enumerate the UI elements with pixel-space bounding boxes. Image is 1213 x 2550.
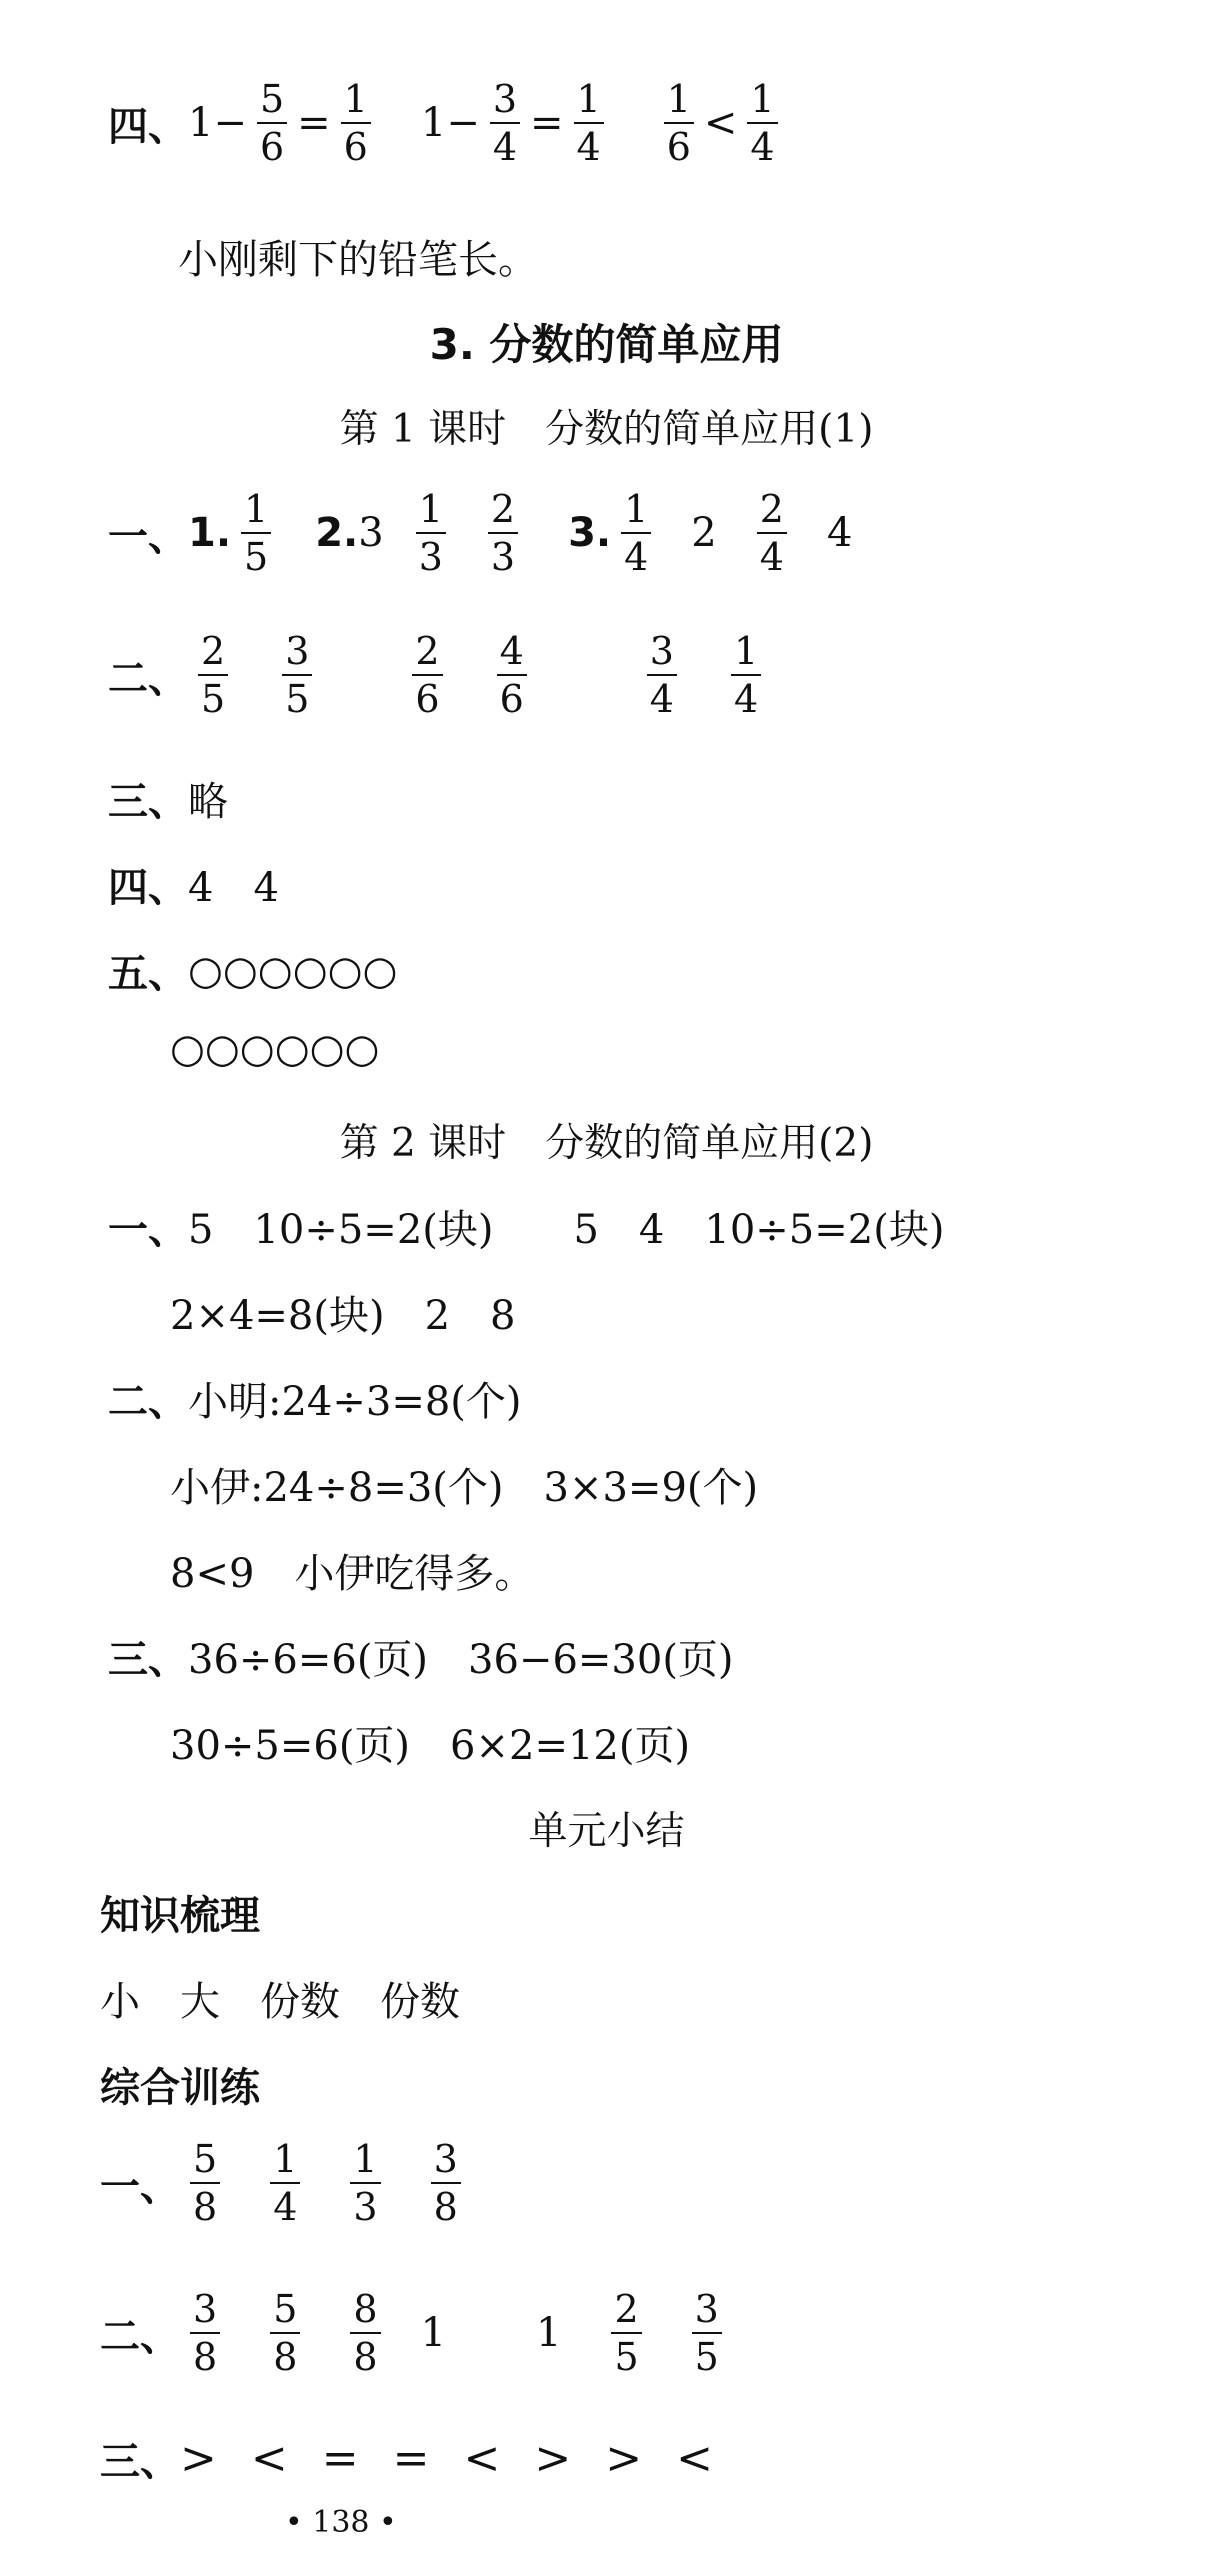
fraction — [190, 2287, 220, 2379]
fraction — [190, 2137, 220, 2229]
question-label: 一、 — [100, 2163, 180, 2210]
minus-sign: − — [446, 100, 480, 146]
numerator: 3 — [433, 2137, 458, 2181]
lesson1-q3 — [108, 770, 228, 827]
numerator: 3 — [193, 2287, 218, 2331]
numerator: 1 — [576, 77, 601, 121]
question-label: 四、 — [108, 103, 188, 150]
fraction — [731, 629, 761, 721]
fraction — [270, 2287, 300, 2379]
fraction — [664, 77, 694, 169]
fraction — [611, 2287, 641, 2379]
comparison-symbol: > — [534, 2433, 572, 2484]
lesson2-q3 — [108, 1628, 734, 1685]
denominator: 4 — [649, 677, 674, 721]
page-number — [285, 2505, 397, 2540]
answer-text: 小明:24÷3=8(个) — [188, 1379, 522, 1425]
denominator: 3 — [353, 2185, 378, 2229]
unit-end-q4-answer — [178, 228, 538, 285]
comparison-symbol: > — [605, 2433, 643, 2484]
denominator: 8 — [353, 2335, 378, 2379]
practice-heading — [100, 2056, 260, 2113]
fraction — [574, 77, 604, 169]
answer-text: 2×4=8(块) 2 8 — [170, 1293, 516, 1339]
denominator: 4 — [624, 535, 649, 579]
less-than-sign: < — [703, 100, 738, 146]
numerator: 3 — [285, 629, 310, 673]
minus-sign: − — [213, 100, 247, 146]
denominator: 3 — [490, 535, 516, 579]
lesson2-q3-line2 — [170, 1714, 690, 1771]
numerator: 1 — [343, 77, 368, 121]
question-label: 四、 — [108, 865, 188, 911]
section-title — [0, 312, 1213, 372]
value: 1 — [420, 2310, 447, 2356]
lesson1-title — [0, 398, 1213, 454]
comparison-symbol: = — [321, 2433, 359, 2484]
lesson-title-text: 第 1 课时 分数的简单应用(1) — [339, 407, 874, 452]
lesson-title-text: 第 2 课时 分数的简单应用(2) — [339, 1121, 874, 1166]
numerator: 2 — [415, 629, 440, 673]
comparison-symbol: < — [250, 2433, 288, 2484]
denominator: 4 — [759, 535, 784, 579]
fraction — [490, 77, 520, 169]
fraction — [257, 77, 287, 169]
numerator: 5 — [273, 2287, 298, 2331]
denominator: 4 — [733, 677, 759, 721]
lesson1-q5-line2 — [170, 1026, 379, 1072]
denominator: 6 — [259, 125, 285, 169]
fraction — [341, 77, 371, 169]
lesson2-q1 — [108, 1198, 944, 1255]
question-label: 二、 — [108, 1379, 188, 1425]
denominator: 8 — [273, 2335, 298, 2379]
comparison-symbol: > — [180, 2433, 217, 2484]
numerator: 3 — [694, 2287, 719, 2331]
section-title-text: 3. 分数的简单应用 — [429, 320, 784, 369]
unit-end-q4 — [108, 77, 788, 169]
comparison-symbol: < — [463, 2433, 501, 2484]
fraction — [412, 629, 442, 721]
numerator: 1 — [244, 487, 269, 531]
answer-text: 略 — [188, 779, 228, 825]
question-label: 一、 — [108, 513, 188, 560]
denominator: 6 — [499, 677, 524, 721]
denominator: 8 — [433, 2185, 458, 2229]
question-label: 三、 — [100, 2439, 180, 2485]
answer-text: 小 大 份数 份数 — [100, 1979, 460, 2025]
numerator: 1 — [418, 487, 443, 531]
lesson2-q2 — [108, 1370, 522, 1427]
value: 1 — [536, 2310, 562, 2356]
denominator: 5 — [694, 2335, 719, 2379]
fraction — [488, 487, 518, 579]
value: 3 — [358, 510, 384, 556]
numerator: 1 — [750, 77, 775, 121]
denominator: 4 — [492, 125, 518, 169]
practice-q1 — [100, 2137, 471, 2229]
answer-text: 36÷6=6(页) 36−6=30(页) — [188, 1637, 734, 1683]
practice-q2 — [100, 2287, 732, 2379]
answer-text: 小伊:24÷8=3(个) 3×3=9(个) — [170, 1465, 759, 1511]
value: 4 — [826, 510, 853, 556]
lesson1-q5 — [108, 942, 397, 999]
lesson2-q1-line2 — [170, 1284, 516, 1341]
fraction — [270, 2137, 300, 2229]
question-label: 五、 — [108, 951, 188, 997]
fraction — [497, 629, 527, 721]
numerator: 8 — [353, 2287, 378, 2331]
answer-text: 4 4 — [188, 865, 279, 911]
lesson2-q2-line2 — [170, 1456, 758, 1513]
fraction — [416, 487, 446, 579]
answer-text: 小刚剩下的铅笔长。 — [178, 237, 538, 283]
denominator: 4 — [273, 2185, 298, 2229]
numerator: 1 — [666, 77, 691, 121]
question-label: 二、 — [100, 2313, 180, 2360]
numerator: 1 — [733, 629, 759, 673]
numerator: 1 — [353, 2137, 378, 2181]
answer-text: 30÷5=6(页) 6×2=12(页) — [170, 1723, 691, 1769]
numerator: 2 — [614, 2287, 639, 2331]
numerator: 2 — [759, 487, 784, 531]
value: 1 — [420, 100, 447, 146]
fraction — [350, 2137, 380, 2229]
fraction — [198, 629, 228, 721]
heading-text: 综合训练 — [100, 2065, 260, 2111]
numerator: 4 — [499, 629, 524, 673]
lesson2-q2-line3 — [170, 1542, 534, 1599]
denominator: 4 — [576, 125, 601, 169]
fraction — [692, 2287, 722, 2379]
fraction — [282, 629, 312, 721]
lesson2-title — [0, 1112, 1213, 1168]
value: 1 — [188, 100, 214, 146]
knowledge-answer — [100, 1970, 460, 2027]
denominator: 3 — [418, 535, 443, 579]
denominator: 8 — [193, 2335, 218, 2379]
fraction — [757, 487, 787, 579]
numerator: 1 — [273, 2137, 298, 2181]
numerator: 1 — [624, 487, 649, 531]
numerator: 2 — [201, 629, 226, 673]
question-label: 三、 — [108, 779, 188, 825]
equals-sign: = — [297, 100, 331, 146]
knowledge-heading — [100, 1884, 260, 1941]
question-label: 一、 — [108, 1207, 188, 1253]
denominator: 5 — [614, 2335, 639, 2379]
heading-text: 知识梳理 — [100, 1893, 260, 1939]
question-label: 三、 — [108, 1637, 188, 1683]
comparison-symbol: = — [392, 2433, 430, 2484]
fraction — [747, 77, 777, 169]
value: 2 — [691, 510, 717, 556]
fraction — [647, 629, 677, 721]
numerator: 5 — [193, 2137, 218, 2181]
numerator: 3 — [492, 77, 518, 121]
item-number: 1. — [188, 510, 232, 556]
summary-title — [0, 1800, 1213, 1856]
equals-sign: = — [530, 100, 564, 146]
question-label: 二、 — [108, 655, 188, 702]
item-number: 2. — [315, 510, 359, 556]
lesson1-q2 — [108, 629, 771, 721]
denominator: 6 — [415, 677, 440, 721]
practice-q3 — [100, 2430, 747, 2487]
denominator: 5 — [285, 677, 310, 721]
comparison-symbol: < — [676, 2433, 713, 2484]
circle-row: ○○○○○○ — [170, 1026, 380, 1072]
fraction — [241, 487, 271, 579]
answer-text: 5 10÷5=2(块) 5 4 10÷5=2(块) — [188, 1207, 945, 1253]
denominator: 4 — [750, 125, 775, 169]
page-number-text: • 138 • — [285, 2505, 397, 2540]
fraction — [350, 2287, 380, 2379]
answer-text: 8<9 小伊吃得多。 — [170, 1551, 535, 1597]
numerator: 5 — [259, 77, 285, 121]
denominator: 6 — [666, 125, 691, 169]
lesson1-q4 — [108, 856, 279, 913]
denominator: 6 — [343, 125, 368, 169]
summary-title-text: 单元小结 — [528, 1809, 685, 1854]
denominator: 8 — [193, 2185, 218, 2229]
lesson1-q1 — [108, 487, 853, 579]
circle-row: ○○○○○○ — [188, 947, 398, 994]
denominator: 5 — [201, 677, 226, 721]
denominator: 5 — [244, 535, 269, 579]
item-number: 3. — [568, 510, 612, 556]
fraction — [621, 487, 651, 579]
fraction — [431, 2137, 461, 2229]
numerator: 3 — [649, 629, 674, 673]
numerator: 2 — [490, 487, 516, 531]
